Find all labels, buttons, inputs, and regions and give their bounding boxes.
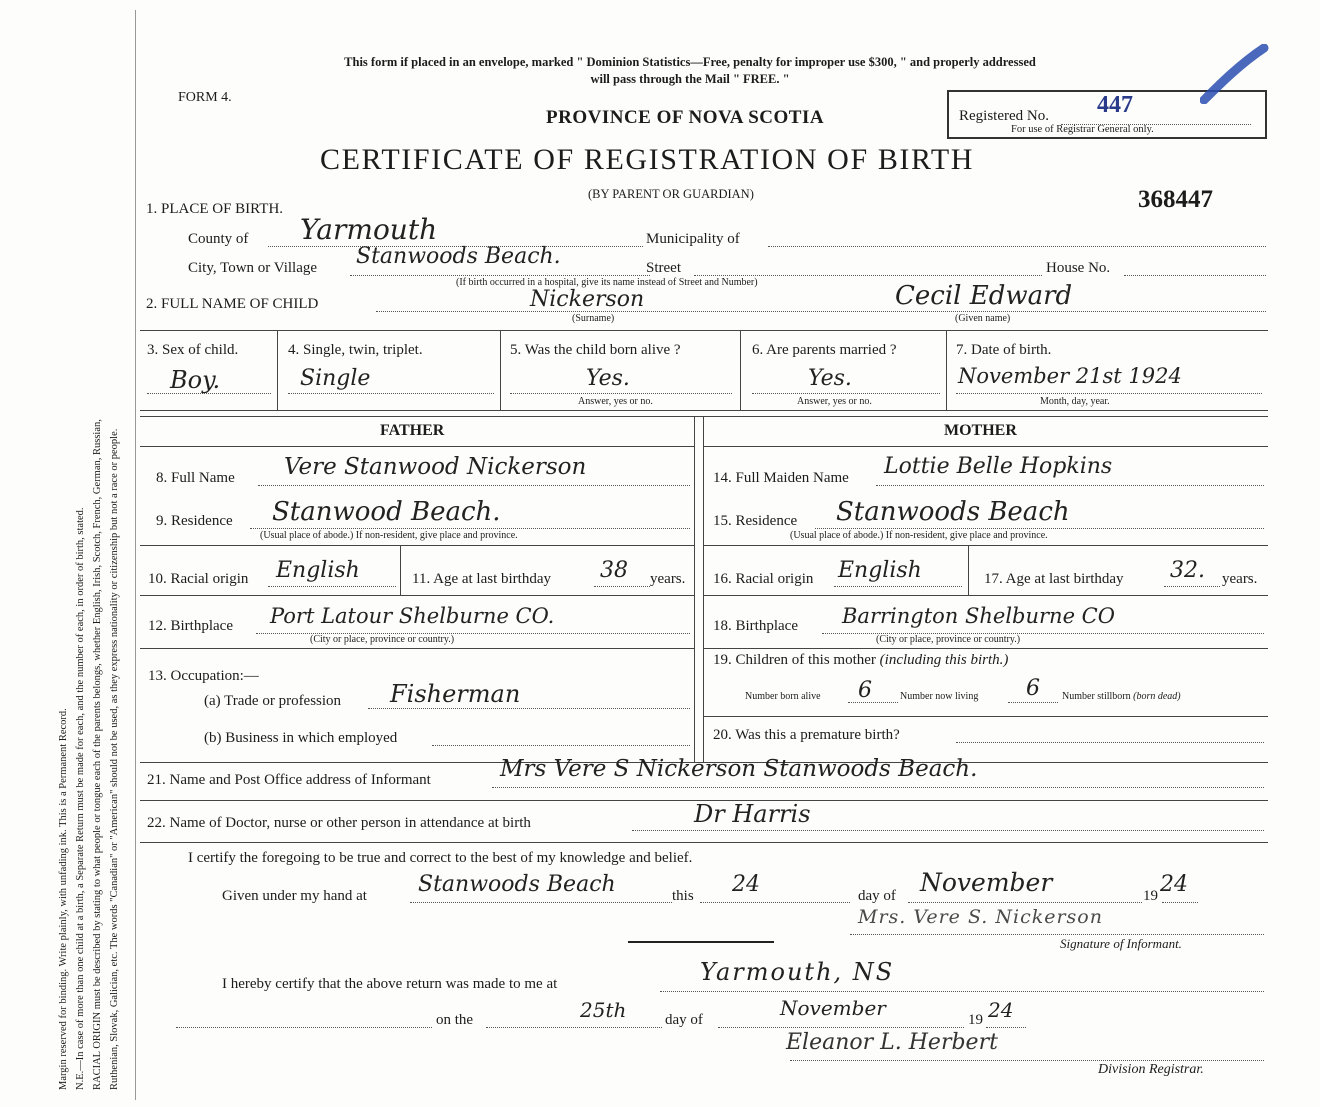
form-number: FORM 4. [178, 90, 232, 105]
registrar-statement: I hereby certify that the above return was made to me at [222, 976, 558, 992]
registrar-day-value: 25th [580, 998, 627, 1022]
given-year-prefix: 19 [1143, 888, 1158, 904]
certificate-title: CERTIFICATE OF REGISTRATION OF BIRTH [320, 143, 975, 176]
dob-value: November 21st 1924 [958, 364, 1182, 388]
born-alive-label: Number born alive [745, 691, 821, 702]
margin-note-line: RACIAL ORIGIN must be described by stating to what people or tongue each of the parents belongs, whether English, Irish, Scotch, French, German, Russian, [92, 419, 103, 1090]
margin-note-line: Margin reserved for binding. Write plainly, with unfading ink. This is a Permanent Record. [58, 708, 69, 1090]
margin-notes [55, 10, 123, 1090]
alive-caption: Answer, yes or no. [578, 396, 653, 407]
binding-margin-line [135, 10, 136, 1100]
city-label: City, Town or Village [188, 260, 318, 276]
sex-label: 3. Sex of child. [147, 342, 239, 358]
registrar-month-value: November [780, 996, 886, 1020]
father-age-unit: years. [650, 571, 686, 587]
father-name-label: 8. Full Name [156, 470, 235, 486]
occupation-label: 13. Occupation:— [148, 668, 259, 684]
registrar-year-value: 24 [988, 998, 1014, 1022]
county-value: Yarmouth [300, 213, 438, 246]
mail-note [140, 54, 1240, 88]
married-label: 6. Are parents married ? [752, 342, 897, 358]
children-label-text: 19. Children of this mother [713, 652, 876, 668]
registrar-place-value: Yarmouth, NS [700, 958, 895, 986]
children-note: (including this birth.) [879, 652, 1009, 668]
mother-birthplace-value: Barrington Shelburne CO [842, 604, 1115, 628]
trade-value: Fisherman [390, 680, 521, 708]
given-label: Given under my hand at [222, 888, 367, 904]
mother-race-label: 16. Racial origin [713, 571, 814, 587]
registrar-on-label: on the [436, 1012, 474, 1028]
doctor-value: Dr Harris [694, 800, 811, 828]
mother-birthplace-label: 18. Birthplace [713, 618, 798, 634]
single-label: 4. Single, twin, triplet. [288, 342, 423, 358]
certificate-subtitle: (BY PARENT OR GUARDIAN) [588, 187, 754, 201]
registered-number: 447 [1097, 92, 1133, 118]
mother-name-label: 14. Full Maiden Name [713, 470, 849, 486]
father-race-label: 10. Racial origin [148, 571, 249, 587]
stillborn-label-text: Number stillborn [1062, 691, 1131, 702]
blue-pencil-mark-icon [1200, 44, 1270, 109]
stillborn-label [1062, 691, 1181, 702]
informant-value: Mrs Vere S Nickerson Stanwoods Beach. [500, 756, 978, 782]
registrar-year-prefix: 19 [968, 1012, 983, 1028]
mail-note-line1: This form if placed in an envelope, marked " Dominion Statistics—Free, penalty for improper use $300, " and properly addressed [344, 55, 1036, 69]
informant-signature: Mrs. Vere S. Nickerson [858, 906, 1103, 928]
margin-note-line: Ruthenian, Slovak, Galician, etc. The words "Canadian" or "American" should not be used, as they express nationality or citizenship but not a race or people. [109, 428, 120, 1090]
sex-value: Boy. [170, 366, 221, 394]
child-name-label: 2. FULL NAME OF CHILD [146, 296, 319, 312]
registrar-signature: Eleanor L. Herbert [786, 1030, 998, 1055]
father-birthplace-caption: (City or place, province or country.) [310, 634, 455, 645]
father-name-value: Vere Stanwood Nickerson [284, 454, 587, 480]
premature-label: 20. Was this a premature birth? [713, 727, 900, 743]
dob-label: 7. Date of birth. [956, 342, 1052, 358]
county-label: County of [188, 231, 249, 247]
stillborn-note: (born dead) [1133, 691, 1181, 702]
surname-caption: (Surname) [572, 313, 615, 324]
trade-label: (a) Trade or profession [204, 693, 342, 709]
mother-birthplace-caption: (City or place, province or country.) [876, 634, 1021, 645]
registrar-note: For use of Registrar General only. [1011, 124, 1154, 135]
married-value: Yes. [808, 366, 852, 391]
living-value: 6 [1026, 676, 1040, 701]
doctor-label: 22. Name of Doctor, nurse or other person in attendance at birth [147, 815, 531, 831]
living-label: Number now living [900, 691, 979, 702]
mother-race-value: English [838, 558, 922, 583]
father-age-value: 38 [600, 558, 628, 583]
father-heading: FATHER [380, 422, 445, 439]
margin-note-line: N.E.—In case of more than one child at a birth, a Separate Return must be made for each, and the number of each, in order of birth, stated. [75, 507, 86, 1090]
given-caption: (Given name) [955, 313, 1011, 324]
father-residence-caption: (Usual place of abode.) If non-resident, give place and province. [260, 530, 518, 541]
mother-age-label: 17. Age at last birthday [984, 571, 1124, 587]
registrar-caption: Division Registrar. [1098, 1062, 1204, 1077]
given-day-value: 24 [732, 872, 760, 897]
child-given-name: Cecil Edward [895, 281, 1073, 311]
given-place-value: Stanwoods Beach [418, 872, 616, 897]
alive-label: 5. Was the child born alive ? [510, 342, 681, 358]
certify-statement: I certify the foregoing to be true and correct to the best of my knowledge and belief. [188, 850, 693, 866]
single-value: Single [300, 366, 371, 391]
informant-label: 21. Name and Post Office address of Informant [147, 772, 431, 788]
registrar-day-label: day of [665, 1012, 703, 1028]
house-label: House No. [1046, 260, 1111, 276]
father-residence-label: 9. Residence [156, 513, 233, 529]
child-surname: Nickerson [530, 287, 645, 312]
serial-number: 368447 [1138, 186, 1213, 213]
married-caption: Answer, yes or no. [797, 396, 872, 407]
born-alive-value: 6 [858, 678, 872, 703]
this-label: this [672, 888, 694, 904]
mother-residence-caption: (Usual place of abode.) If non-resident, give place and province. [790, 530, 1048, 541]
father-age-label: 11. Age at last birthday [412, 571, 551, 587]
signature-caption: Signature of Informant. [1060, 936, 1182, 951]
mother-age-unit: years. [1222, 571, 1258, 587]
dob-caption: Month, day, year. [1040, 396, 1110, 407]
alive-value: Yes. [586, 366, 630, 391]
province-heading: PROVINCE OF NOVA SCOTIA [546, 107, 825, 128]
mother-age-value: 32. [1170, 558, 1205, 583]
street-label: Street [646, 260, 681, 276]
mother-name-value: Lottie Belle Hopkins [884, 454, 1113, 479]
father-birthplace-label: 12. Birthplace [148, 618, 233, 634]
father-birthplace-value: Port Latour Shelburne CO. [270, 604, 555, 628]
mother-residence-label: 15. Residence [713, 513, 798, 529]
given-month-value: November [920, 868, 1053, 897]
children-label [713, 652, 1008, 669]
business-label: (b) Business in which employed [204, 730, 398, 746]
given-day-label: day of [858, 888, 896, 904]
city-value: Stanwoods Beach. [356, 244, 561, 269]
mail-note-line2: will pass through the Mail " FREE. " [590, 72, 790, 86]
hospital-note: (If birth occurred in a hospital, give its name instead of Street and Number) [456, 277, 758, 288]
given-year-value: 24 [1160, 872, 1188, 897]
place-of-birth-label: 1. PLACE OF BIRTH. [146, 201, 284, 217]
registered-label: Registered No. [959, 108, 1049, 124]
mother-residence-value: Stanwoods Beach [836, 497, 1070, 527]
mother-heading: MOTHER [944, 422, 1017, 439]
municipality-label: Municipality of [646, 231, 740, 247]
father-race-value: English [276, 558, 360, 583]
father-residence-value: Stanwood Beach. [272, 497, 501, 527]
